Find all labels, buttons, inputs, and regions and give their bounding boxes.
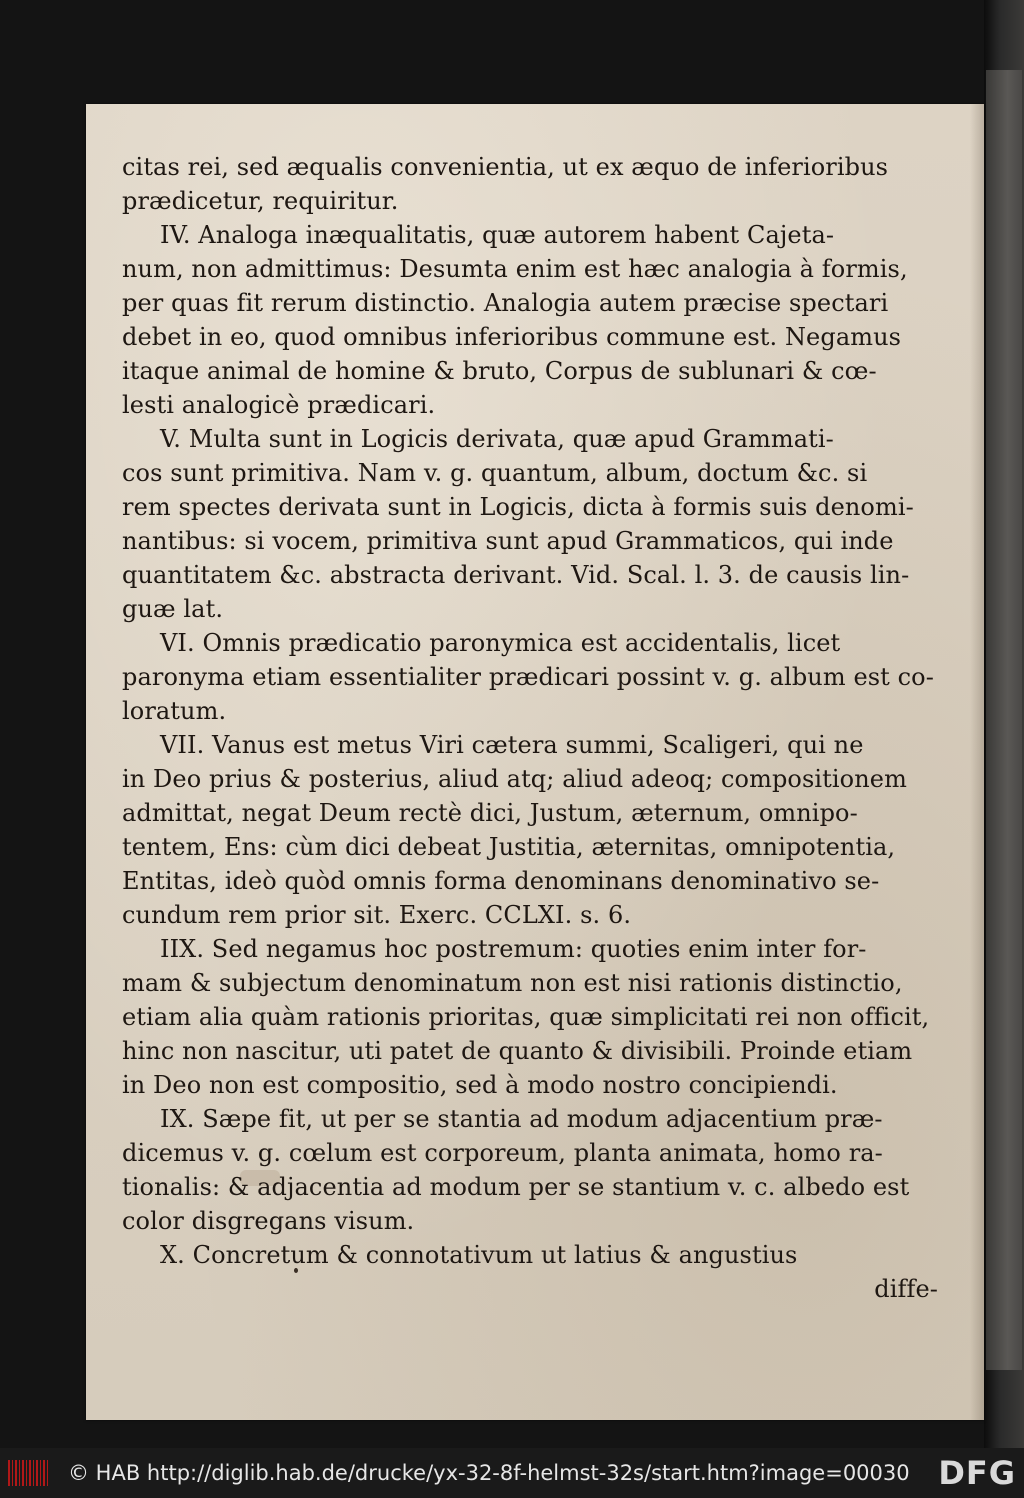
barcode-icon (8, 1460, 48, 1486)
text-line: X. Concretum & connotativum ut latius & angustius (160, 1241, 798, 1269)
text-line: IX. Sæpe fit, ut per se stantia ad modum adjacentium præ- (160, 1105, 883, 1133)
text-line: IIX. Sed negamus hoc postremum: quoties enim inter for- (160, 935, 867, 963)
text-line: VII. Vanus est metus Viri cætera summi, Scaligeri, qui ne (160, 731, 864, 759)
copyright-credit[interactable]: © HAB http://diglib.hab.de/drucke/yx-32-8f-helmst-32s/start.htm?image=00030 (68, 1461, 910, 1485)
text-line: guæ lat. (122, 595, 224, 623)
text-line: loratum. (122, 697, 227, 725)
page-text-block (122, 150, 952, 1306)
text-line: prædicetur, requiritur. (122, 187, 399, 215)
text-line: cundum rem prior sit. Exerc. CCLXI. s. 6. (122, 901, 632, 929)
text-line: cos sunt primitiva. Nam v. g. quantum, album, doctum &c. si (122, 459, 868, 487)
text-line: IV. Analoga inæqualitatis, quæ autorem habent Cajeta- (160, 221, 835, 249)
text-line: tentem, Ens: cùm dici debeat Justitia, æternitas, omnipotentia, (122, 833, 896, 861)
text-line: citas rei, sed æqualis convenientia, ut ex æquo de inferioribus (122, 153, 889, 181)
text-line: lesti analogicè prædicari. (122, 391, 436, 419)
dfg-logo: DFG (938, 1454, 1016, 1492)
text-line: mam & subjectum denominatum non est nisi rationis distinctio, (122, 969, 903, 997)
text-line: per quas fit rerum distinctio. Analogia autem præcise spectari (122, 289, 889, 317)
text-line: hinc non nascitur, uti patet de quanto & divisibili. Proinde etiam (122, 1037, 913, 1065)
text-line: color disgregans visum. (122, 1207, 415, 1235)
text-line: debet in eo, quod omnibus inferioribus commune est. Negamus (122, 323, 902, 351)
text-line: num, non admittimus: Desumta enim est hæc analogia à formis, (122, 255, 908, 283)
text-line: nantibus: si vocem, primitiva sunt apud Grammaticos, qui inde (122, 527, 894, 555)
footer-bar (0, 1448, 1024, 1498)
text-line: paronyma etiam essentialiter prædicari possint v. g. album est co- (122, 663, 934, 691)
text-line: dicemus v. g. cœlum est corporeum, planta animata, homo ra- (122, 1139, 883, 1167)
text-line: Entitas, ideò quòd omnis forma denominans denominativo se- (122, 867, 880, 895)
text-line: rem spectes derivata sunt in Logicis, dicta à formis suis denomi- (122, 493, 914, 521)
adjacent-page-edge (984, 0, 1024, 1448)
text-line: VI. Omnis prædicatio paronymica est accidentalis, licet (160, 629, 841, 657)
text-line: in Deo non est compositio, sed à modo nostro concipiendi. (122, 1071, 838, 1099)
text-line: etiam alia quàm rationis prioritas, quæ simplicitati rei non officit, (122, 1003, 930, 1031)
text-line: tionalis: & adjacentia ad modum per se stantium v. c. albedo est (122, 1173, 910, 1201)
text-line: itaque animal de homine & bruto, Corpus de sublunari & cœ- (122, 357, 877, 385)
page-edge-sliver (986, 70, 1022, 1370)
catchword: diffe- (874, 1275, 938, 1303)
text-line: in Deo prius & posterius, aliud atq; aliud adeoq; compositionem (122, 765, 907, 793)
page-gutter-shadow (970, 104, 984, 1420)
text-line: quantitatem &c. abstracta derivant. Vid. Scal. l. 3. de causis lin- (122, 561, 910, 589)
text-line: V. Multa sunt in Logicis derivata, quæ apud Grammati- (160, 425, 834, 453)
text-line: admittat, negat Deum rectè dici, Justum, æternum, omnipo- (122, 799, 858, 827)
